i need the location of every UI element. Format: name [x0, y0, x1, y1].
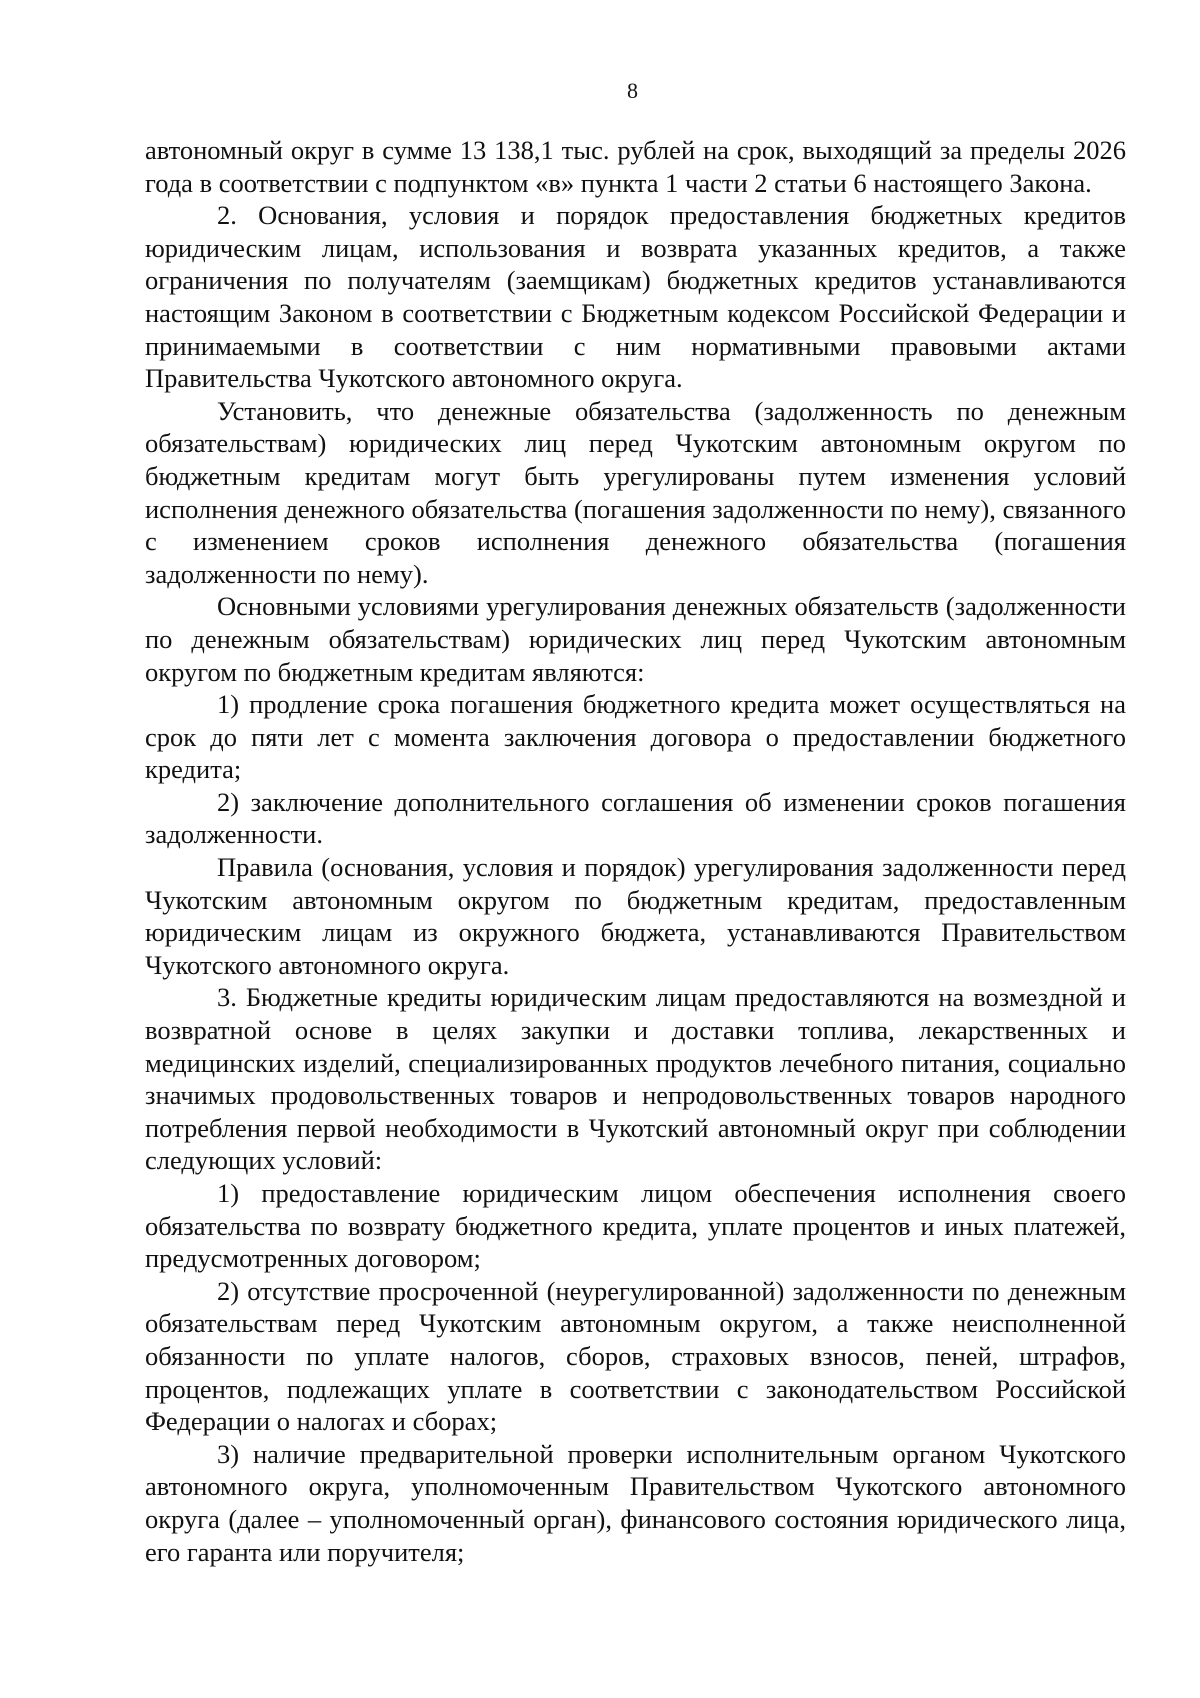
paragraph-debt-settlement: Установить, что денежные обязательства (задолженность по денежным обязательствам) юридических лиц перед Чукотским автономным округом по бюджетным кредитам могут быть урегулированы путем изменения условий исполнения денежного обязательства (погашения задолженности по нему), связанного с изменением сроков исполнения денежного обязательства (погашения задолженности по нему).: [145, 395, 1126, 589]
page-number: 8: [627, 78, 638, 103]
paragraph-item-3: 3. Бюджетные кредиты юридическим лицам предоставляются на возмездной и возвратной основе в целях закупки и доставки топлива, лекарственных и медицинских изделий, специализированных продуктов лечебного питания, социально значимых продовольственных товаров и непродовольственных товаров народного потребления первой необходимости в Чукотский автономный округ при соблюдении следующих условий:: [145, 982, 1126, 1176]
paragraph-rules: Правила (основания, условия и порядок) урегулирования задолженности перед Чукотским автономным округом по бюджетным кредитам, предоставленным юридическим лицам из окружного бюджета, устанавливаются Правительством Чукотского автономного округа.: [145, 852, 1126, 980]
paragraph-condition-1: 1) продление срока погашения бюджетного кредита может осуществляться на срок до пяти лет с момента заключения договора о предоставлении бюджетного кредита;: [145, 689, 1126, 785]
paragraph-item-2: 2. Основания, условия и порядок предоставления бюджетных кредитов юридическим лицам, использования и возврата указанных кредитов, а также ограничения по получателям (заемщикам) бюджетных кредитов устанавливаются настоящим Законом в соответствии с Бюджетным кодексом Российской Федерации и принимаемыми в соответствии с ним нормативными правовыми актами Правительства Чукотского автономного округа.: [145, 200, 1126, 394]
document-body: [145, 134, 1126, 1568]
paragraph-continuation: автономный округ в сумме 13 138,1 тыс. рублей на срок, выходящий за пределы 2026 года в соответствии с подпунктом «в» пункта 1 части 2 статьи 6 настоящего Закона.: [145, 135, 1126, 198]
paragraph-requirement-1: 1) предоставление юридическим лицом обеспечения исполнения своего обязательства по возврату бюджетного кредита, уплате процентов и иных платежей, предусмотренных договором;: [145, 1178, 1126, 1274]
paragraph-requirement-2: 2) отсутствие просроченной (неурегулированной) задолженности по денежным обязательствам перед Чукотским автономным округом, а также неисполненной обязанности по уплате налогов, сборов, страховых взносов, пеней, штрафов, процентов, подлежащих уплате в соответствии с законодательством Российской Федерации о налогах и сборах;: [145, 1275, 1126, 1437]
paragraph-requirement-3: 3) наличие предварительной проверки исполнительным органом Чукотского автономного округа, уполномоченным Правительством Чукотского автономного округа (далее – уполномоченный орган), финансового состояния юридического лица, его гаранта или поручителя;: [145, 1438, 1126, 1567]
paragraph-condition-2: 2) заключение дополнительного соглашения об изменении сроков погашения задолженности.: [145, 786, 1126, 850]
paragraph-main-conditions: Основными условиями урегулирования денежных обязательств (задолженности по денежным обязательствам) юридических лиц перед Чукотским автономным округом по бюджетным кредитам являются:: [145, 591, 1126, 687]
